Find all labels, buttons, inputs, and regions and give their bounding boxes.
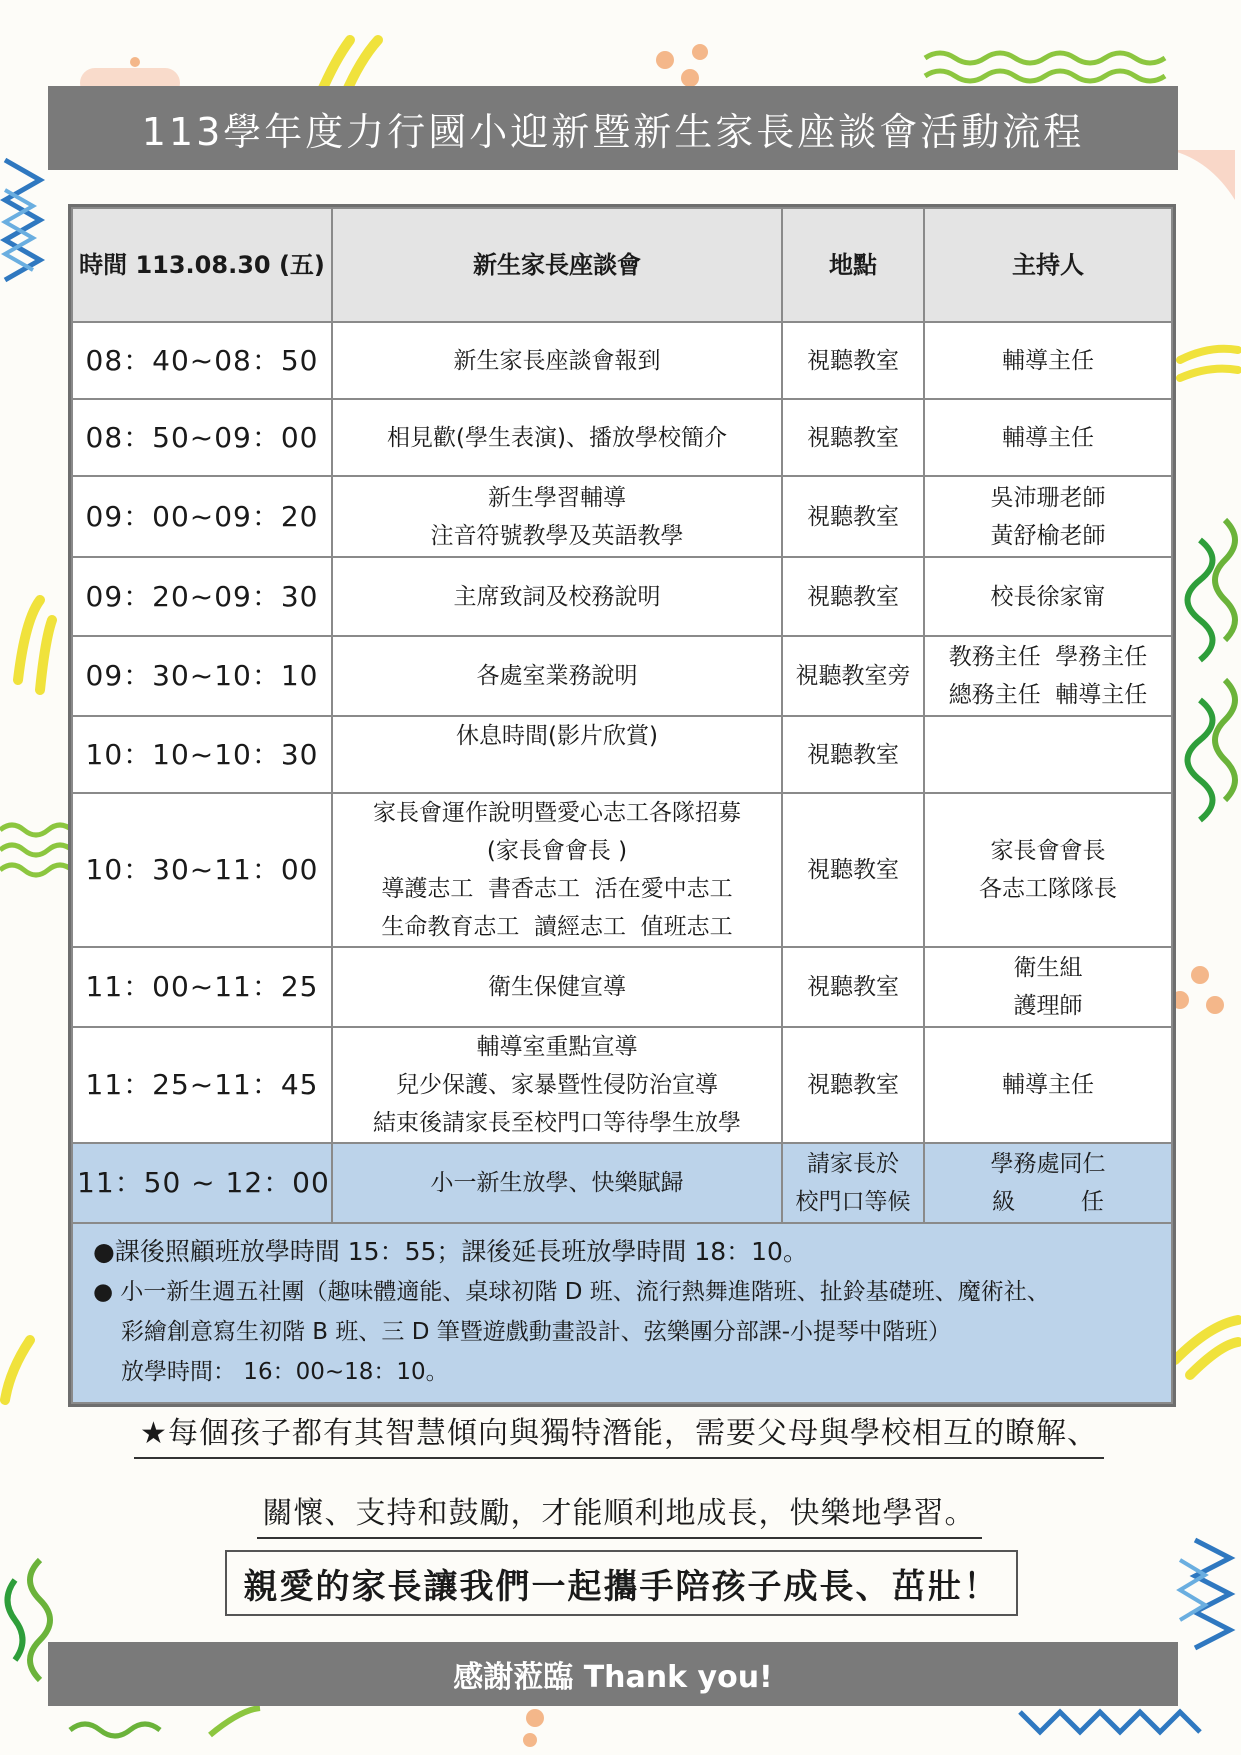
host-line: 教務主任 學務主任 [948,644,1148,670]
host-cell [924,716,1172,793]
location-cell [782,399,924,476]
location-line: 視聽教室 [807,583,899,610]
location-cell [782,716,924,793]
activity-line: 休息時間(影片欣賞) [456,723,658,749]
column-header-activity: 新生家長座談會 [332,208,782,322]
table-row [72,557,1172,636]
location-line: 視聽教室 [807,1072,899,1098]
location-cell [782,636,924,716]
host-cell [924,1027,1172,1143]
location-line: 視聽教室 [807,503,899,530]
location-cell [782,557,924,636]
table-header-row [72,208,1172,322]
activity-cell [332,322,782,399]
time-cell: 09：20~09：30 [72,557,332,636]
activity-cell [332,1143,782,1223]
host-line: 學務處同仁 [990,1151,1106,1177]
message-text: 關懷、支持和鼓勵，才能順利地成長，快樂地學習。 [257,1496,982,1539]
club-note-continued: 彩繪創意寫生初階 B 班、三 D 筆暨遊戲動畫設計、弦樂團分部課-小提琴中階班） [121,1319,952,1345]
club-note: ● 小一新生週五社團（趣味體適能、桌球初階 D 班、流行熱舞進階班、扯鈴基礎班、魔術社、 [93,1279,1050,1305]
message-line-2 [104,1488,1134,1532]
location-cell [782,1027,924,1143]
column-header-time: 時間 113.08.30 (五) [72,208,332,322]
table-row-highlighted [72,1143,1172,1223]
host-line: 衛生組 [1013,955,1083,981]
time-cell: 08：40~08：50 [72,322,332,399]
column-header-host: 主持人 [924,208,1172,322]
location-cell [782,1143,924,1223]
time-cell: 11：00~11：25 [72,947,332,1027]
host-cell [924,476,1172,557]
table-row [72,636,1172,716]
host-line: 黃舒榆老師 [990,522,1106,549]
table-row [72,399,1172,476]
host-cell [924,557,1172,636]
time-cell: 08：50~09：00 [72,399,332,476]
activity-line: 導護志工 書香志工 活在愛中志工 [381,876,733,902]
activity-line: 小一新生放學、快樂賦歸 [430,1170,684,1196]
activity-line: 注音符號教學及英語教學 [430,522,684,549]
location-cell [782,476,924,557]
location-line: 視聽教室 [807,857,899,883]
host-cell [924,322,1172,399]
location-cell [782,322,924,399]
activity-line: 結束後請家長至校門口等待學生放學 [373,1110,741,1136]
activity-cell [332,1027,782,1143]
host-cell [924,947,1172,1027]
activity-line: 主席致詞及校務說明 [453,583,661,610]
host-line: 各志工隊隊長 [979,876,1117,902]
message-line-1 [104,1408,1134,1452]
activity-cell [332,947,782,1027]
host-line: 輔導主任 [1002,1072,1094,1098]
table-row [72,1027,1172,1143]
activity-cell [332,716,782,793]
location-line: 視聽教室 [807,974,899,1000]
footer-thank-you: 感謝蒞臨 Thank you! [48,1642,1178,1706]
activity-line: (家長會會長 ) [486,838,628,864]
activity-cell [332,636,782,716]
dismissal-time-note: 放學時間： 16：00~18：10。 [121,1359,449,1385]
activity-line: 生命教育志工 讀經志工 值班志工 [381,914,733,940]
time-cell: 11：25~11：45 [72,1027,332,1143]
time-cell: 09：30~10：10 [72,636,332,716]
location-line: 視聽教室 [807,347,899,374]
activity-line: 新生家長座談會報到 [453,347,661,374]
table-row [72,476,1172,557]
boxed-message: 親愛的家長讓我們一起攜手陪孩子成長、茁壯！ [225,1550,1018,1616]
activity-cell [332,793,782,947]
activity-line: 相見歡(學生表演)、播放學校簡介 [387,424,727,451]
host-line: 校長徐家甯 [990,583,1106,610]
host-cell [924,1143,1172,1223]
location-cell [782,947,924,1027]
activity-line: 家長會運作說明暨愛心志工各隊招募 [373,800,741,826]
location-line: 視聽教室 [807,424,899,451]
host-line: 家長會會長 [990,838,1106,864]
host-line: 級 任 [992,1189,1104,1215]
location-cell [782,793,924,947]
activity-cell [332,557,782,636]
table-notes-row [72,1223,1172,1403]
host-line: 吳沛珊老師 [990,484,1106,511]
table-row [72,793,1172,947]
time-cell: 10：10~10：30 [72,716,332,793]
column-header-location: 地點 [782,208,924,322]
time-cell: 10：30~11：00 [72,793,332,947]
host-line: 總務主任 輔導主任 [948,682,1148,708]
table-row [72,947,1172,1027]
time-cell: 09：00~09：20 [72,476,332,557]
time-cell: 11：50 ~ 12：00 [72,1143,332,1223]
host-line: 護理師 [1013,993,1083,1019]
host-line: 輔導主任 [1002,347,1094,374]
activity-line: 各處室業務說明 [476,663,638,689]
location-line: 視聽教室旁 [795,663,911,689]
activity-line: 新生學習輔導 [488,484,626,511]
schedule-table [71,207,1173,1404]
host-cell [924,636,1172,716]
host-line: 輔導主任 [1002,424,1094,451]
table-row [72,322,1172,399]
activity-cell [332,399,782,476]
table-row [72,716,1172,793]
host-cell [924,793,1172,947]
message-text: ★每個孩子都有其智慧傾向與獨特潛能，需要父母與學校相互的瞭解、 [134,1416,1104,1459]
activity-line: 輔導室重點宣導 [476,1034,638,1060]
activity-line: 衛生保健宣導 [488,974,626,1000]
page-title: 113學年度力行國小迎新暨新生家長座談會活動流程 [48,86,1178,170]
activity-cell [332,476,782,557]
host-cell [924,399,1172,476]
location-line: 視聽教室 [807,741,899,768]
notes-cell [72,1223,1172,1403]
location-line: 請家長於 [807,1151,899,1177]
activity-line: 兒少保護、家暴暨性侵防治宣導 [396,1072,718,1098]
location-line: 校門口等候 [795,1189,911,1215]
after-school-note: ●課後照顧班放學時間 15：55；課後延長班放學時間 18：10。 [93,1237,808,1266]
